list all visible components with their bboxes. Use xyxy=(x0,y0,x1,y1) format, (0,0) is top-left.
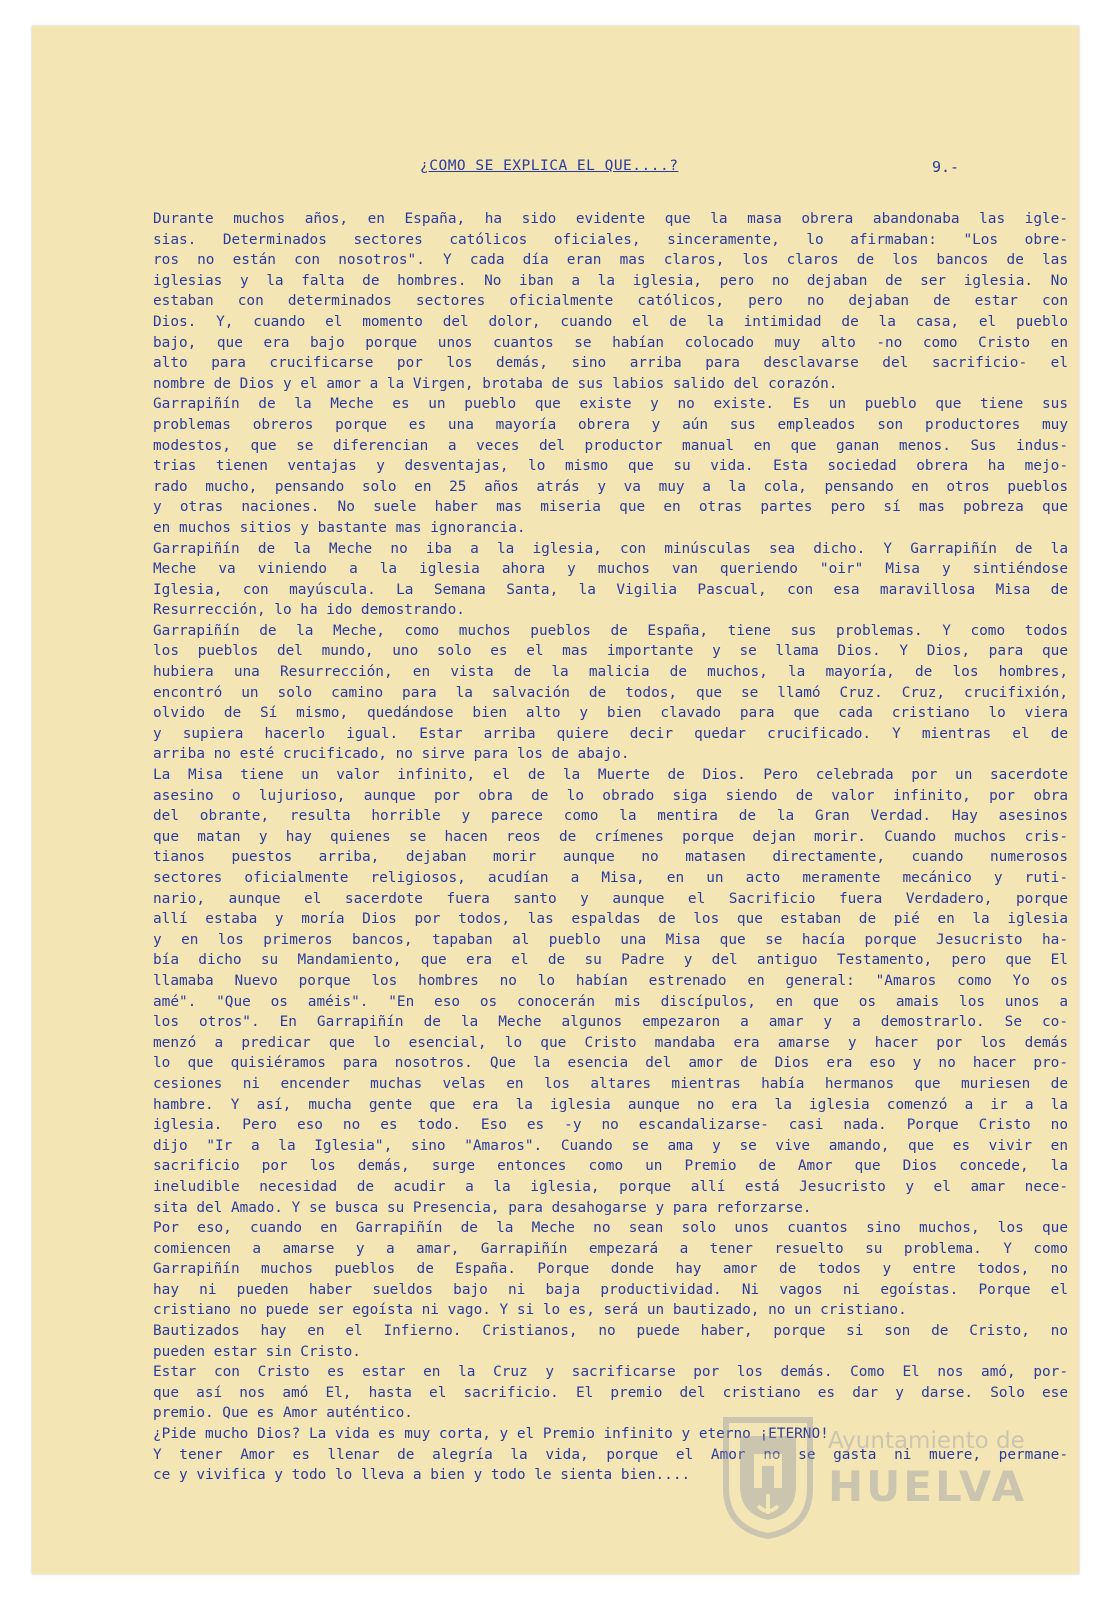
text-line: Iglesia, con mayúscula. La Semana Santa, la Vigilia Pascual, con esa maravillosa Misa de xyxy=(153,581,1068,598)
page-number: 9.- xyxy=(932,158,960,176)
text-line: ros no están con nosotros". Y cada día eran mas claros, los claros de los bancos de las xyxy=(153,252,1068,269)
text-line: sacrificio por los demás, surge entonces como un Premio de Amor que Dios concede, la xyxy=(153,1158,1068,1175)
text-line: y supiera hacerlo igual. Estar arriba quiere decir quedar crucificado. Y mientras el de xyxy=(153,725,1068,742)
text-line: ¿Pide mucho Dios? La vida es muy corta, y el Premio infinito y eterno ¡ETERNO! xyxy=(153,1426,829,1443)
text-line: que así nos amó El, hasta el sacrificio. El premio del cristiano es dar y darse. Solo ese xyxy=(153,1384,1068,1401)
coat-of-arms-icon xyxy=(718,1410,818,1540)
text-line: bía dicho su Mandamiento, que era el de su Padre y del antiguo Testamento, pero que El xyxy=(153,952,1068,969)
text-line: y en los primeros bancos, tapaban al pueblo una Misa que se hacía porque Jesucristo ha- xyxy=(153,931,1068,948)
text-line: alto para crucificarse por los demás, sino arriba para desclavarse del sacrificio- el xyxy=(153,355,1068,372)
text-line: encontró un solo camino para la salvación de todos, que se llamó Cruz. Cruz, crucifixión, xyxy=(153,684,1068,701)
text-line: Por eso, cuando en Garrapiñín de la Meche no sean solo unos cuantos sino muchos, los que xyxy=(153,1220,1068,1237)
document-heading: ¿COMO SE EXPLICA EL QUE....? xyxy=(420,158,679,174)
text-line: iglesias y la falta de hombres. No iban a la iglesia, pero no dejaban de ser iglesia. No xyxy=(153,272,1068,289)
text-line: los pueblos del mundo, uno solo es el mas importante y se llama Dios. Y Dios, para que xyxy=(153,643,1068,660)
archive-watermark xyxy=(710,1410,1040,1550)
text-line: asesino o lujurioso, aunque por obra de lo obrado siga siendo de valor infinito, por obra xyxy=(153,787,1068,804)
text-line: Garrapiñín de la Meche, como muchos pueblos de España, tiene sus problemas. Y como todos xyxy=(153,622,1068,639)
text-line: del obrante, resulta horrible y parece como la mentira de la Gran Verdad. Hay asesinos xyxy=(153,808,1068,825)
text-line: Meche va viniendo a la iglesia ahora y muchos van queriendo "oir" Misa y sintiéndose xyxy=(153,561,1068,578)
text-line: arriba no esté crucificado, no sirve para los de abajo. xyxy=(153,746,630,763)
text-line: hubiera una Resurrección, en vista de la malicia de muchos, la mayoría, de los hombres, xyxy=(153,664,1068,681)
text-line: cesiones ni encender muchas velas en los altares mientras había hermanos que muriesen de xyxy=(153,1075,1068,1092)
text-line: Garrapiñín de la Meche es un pueblo que existe y no existe. Es un pueblo que tiene sus xyxy=(153,396,1068,413)
text-line: premio. Que es Amor auténtico. xyxy=(153,1405,413,1422)
text-line: La Misa tiene un valor infinito, el de la Muerte de Dios. Pero celebrada por un sacerdote xyxy=(153,767,1068,784)
text-line: problemas obreros porque es una mayoría obrera y aún sus empleados son productores muy xyxy=(153,416,1068,433)
watermark-line-2: HUELVA xyxy=(828,1462,1028,1511)
text-line: lo que quisiéramos para nosotros. Que la esencia del amor de Dios era eso y no hacer pro- xyxy=(153,1055,1068,1072)
text-line: olvido de Sí mismo, quedándose bien alto y bien clavado para que cada cristiano lo viera xyxy=(153,705,1068,722)
text-line: nario, aunque el sacerdote fuera santo y aunque el Sacrificio fuera Verdadero, porque xyxy=(153,890,1068,907)
text-line: amé". "Que os améis". "En eso os conocerán mis discípulos, en que os amais los unos a xyxy=(153,993,1068,1010)
document-body xyxy=(153,209,1068,1486)
text-line: trias tienen ventajas y desventajas, lo mismo que su vida. Esta sociedad obrera ha mejo- xyxy=(153,458,1068,475)
text-line: Y tener Amor es llenar de alegría la vida, porque el Amor no se gasta ni muere, permane- xyxy=(153,1446,1068,1463)
text-line: dijo "Ir a la Iglesia", sino "Amaros". Cuando se ama y se vive amando, que es vivir en xyxy=(153,1137,1068,1154)
text-line: y otras naciones. No suele haber mas miseria que en otras partes pero sí mas pobreza que xyxy=(153,499,1068,516)
text-line: Dios. Y, cuando el momento del dolor, cuando el de la intimidad de la casa, el pueblo xyxy=(153,313,1068,330)
text-line: en muchos sitios y bastante mas ignorancia. xyxy=(153,519,526,536)
text-line: sias. Determinados sectores católicos oficiales, sinceramente, lo afirmaban: "Los obre- xyxy=(153,231,1068,248)
text-line: nombre de Dios y el amor a la Virgen, brotaba de sus labios salido del corazón. xyxy=(153,375,838,392)
text-line: comiencen a amarse y a amar, Garrapiñín empezará a tener resuelto su problema. Y como xyxy=(153,1240,1068,1257)
text-line: ce y vivifica y todo lo lleva a bien y todo le sienta bien.... xyxy=(153,1467,691,1484)
text-line: sita del Amado. Y se busca su Presencia, para desahogarse y para reforzarse. xyxy=(153,1199,812,1216)
text-line: tianos puestos arriba, dejaban morir aunque no matasen directamente, cuando numerosos xyxy=(153,849,1068,866)
text-line: llamaba Nuevo porque los hombres no lo habían estrenado en general: "Amaros como Yo os xyxy=(153,972,1068,989)
text-line: cristiano no puede ser egoísta ni vago. Y si lo es, será un bautizado, no un cristiano. xyxy=(153,1302,907,1319)
text-line: hambre. Y así, mucha gente que era la iglesia aunque no era la iglesia comenzó a ir a la xyxy=(153,1096,1068,1113)
text-line: ineludible necesidad de acudir a la iglesia, porque allí está Jesucristo y el amar nece- xyxy=(153,1178,1068,1195)
text-line: iglesia. Pero eso no es todo. Eso es -y no escandalizarse- casi nada. Porque Cristo no xyxy=(153,1117,1068,1134)
watermark-line-1: Ayuntamiento de xyxy=(828,1428,1025,1454)
text-line: Estar con Cristo es estar en la Cruz y sacrificarse por los demás. Como El nos amó, por- xyxy=(153,1364,1068,1381)
text-line: pueden estar sin Cristo. xyxy=(153,1343,361,1360)
text-line: estaban con determinados sectores oficialmente católicos, pero no dejaban de estar con xyxy=(153,293,1068,310)
text-line: los otros". En Garrapiñín de la Meche algunos empezaron a amar y a demostrarlo. Se co- xyxy=(153,1014,1068,1031)
text-line: sectores oficialmente religiosos, acudían a Misa, en un acto meramente mecánico y ruti- xyxy=(153,870,1068,886)
text-line: menzó a predicar que lo esencial, lo que Cristo mandaba era amarse y hacer por los demás xyxy=(153,1034,1068,1051)
text-line: modestos, que se diferencian a veces del productor manual en que ganan menos. Sus indus- xyxy=(153,437,1068,454)
text-line: Garrapiñín de la Meche no iba a la iglesia, con minúsculas sea dicho. Y Garrapiñín de la xyxy=(153,540,1068,557)
text-line: hay ni pueden haber sueldos bajo ni baja productividad. Ni vagos ni egoístas. Porque el xyxy=(153,1281,1068,1298)
text-line: Resurrección, lo ha ido demostrando. xyxy=(153,602,465,619)
text-line: Garrapiñín muchos pueblos de España. Porque donde hay amor de todos y entre todos, no xyxy=(153,1261,1068,1278)
text-line: Durante muchos años, en España, ha sido evidente que la masa obrera abandonaba las igle- xyxy=(153,211,1068,227)
paper-sheet xyxy=(32,26,1079,1574)
text-line: allí estaba y moría Dios por todos, las espaldas de los que estaban de pié en la iglesia xyxy=(153,911,1068,928)
text-line: bajo, que era bajo porque unos cuantos se habían colocado muy alto -no como Cristo en xyxy=(153,334,1068,351)
text-line: rado mucho, pensando solo en 25 años atrás y va muy a la cola, pensando en otros pueblos xyxy=(153,478,1068,495)
text-line: que matan y hay quienes se hacen reos de crímenes porque dejan morir. Cuando muchos cris- xyxy=(153,828,1068,845)
text-line: Bautizados hay en el Infierno. Cristianos, no puede haber, porque si son de Cristo, no xyxy=(153,1323,1068,1340)
